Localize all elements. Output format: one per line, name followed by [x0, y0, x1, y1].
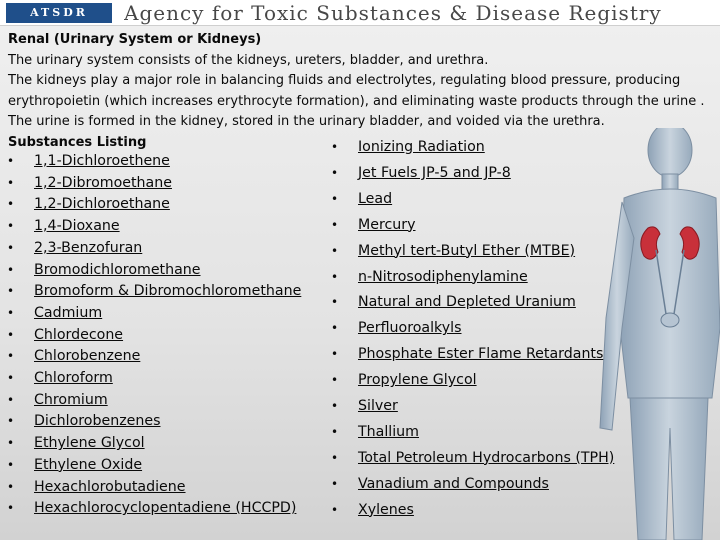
substance-list-item — [7, 433, 301, 455]
substance-link[interactable]: Vanadium and Compounds — [358, 475, 549, 492]
bullet-icon: • — [7, 240, 15, 255]
bullet-icon: • — [7, 175, 15, 190]
substances-list-right — [331, 135, 615, 524]
substance-link[interactable]: Bromoform & Dibromochloromethane — [34, 283, 302, 300]
substance-link[interactable]: Chloroform — [34, 370, 113, 387]
bullet-icon: • — [331, 424, 339, 439]
bullet-icon: • — [7, 219, 15, 234]
substance-list-item — [7, 173, 301, 195]
bullet-icon: • — [331, 450, 339, 465]
substance-link[interactable]: 1,2-Dichloroethane — [34, 196, 170, 213]
substance-link[interactable]: 1,4-Dioxane — [34, 218, 120, 235]
intro-line: The urinary system consists of the kidneys, ureters, bladder, and urethra. — [8, 52, 489, 68]
substance-list-item — [331, 135, 614, 161]
substance-link[interactable]: Silver — [358, 398, 398, 415]
bullet-icon: • — [331, 140, 339, 154]
bullet-icon: • — [7, 154, 15, 168]
substance-link[interactable]: 1,2-Dibromoethane — [34, 174, 172, 191]
substance-list-item — [331, 472, 614, 498]
substance-link[interactable]: Total Petroleum Hydrocarbons (TPH) — [358, 449, 615, 466]
substance-link[interactable]: Hexachlorocyclopentadiene (HCCPD) — [34, 500, 297, 517]
substance-link[interactable]: Jet Fuels JP-5 and JP-8 — [358, 164, 511, 181]
substance-link[interactable]: Chromium — [34, 391, 108, 408]
substance-list-item — [331, 368, 614, 394]
substance-link[interactable]: Dichlorobenzenes — [34, 413, 161, 430]
substance-list-item — [331, 265, 614, 291]
substance-list-item — [7, 260, 301, 282]
substance-list-item — [331, 394, 614, 420]
bullet-icon: • — [7, 262, 15, 277]
substance-list-item — [7, 216, 301, 238]
substance-list-item — [331, 213, 614, 239]
substance-link[interactable]: Phosphate Ester Flame Retardants — [358, 346, 604, 363]
bullet-icon: • — [331, 321, 339, 336]
bullet-icon: • — [7, 436, 15, 451]
substance-link[interactable]: Hexachlorobutadiene — [34, 478, 186, 495]
substance-list-item — [7, 411, 301, 433]
bullet-icon: • — [331, 399, 339, 414]
substance-list-item — [331, 239, 614, 265]
substance-link[interactable]: Thallium — [358, 423, 419, 440]
bullet-icon: • — [7, 327, 15, 342]
bullet-icon: • — [331, 165, 339, 180]
substance-link[interactable]: Xylenes — [358, 501, 414, 518]
substance-link[interactable]: Lead — [358, 190, 393, 207]
substance-link[interactable]: Chlordecone — [34, 326, 124, 343]
page-title: Renal (Urinary System or Kidneys) — [8, 32, 262, 47]
intro-line: The kidneys play a major role in balancing fluids and electrolytes, regulating blood pressure, producing — [8, 73, 681, 88]
substance-link[interactable]: Cadmium — [34, 304, 103, 321]
substance-list-item — [7, 303, 301, 325]
bullet-icon: • — [7, 371, 15, 386]
substances-listing-label: Substances Listing — [8, 134, 147, 150]
site-banner — [0, 0, 720, 26]
bullet-icon: • — [331, 347, 339, 362]
bullet-icon: • — [331, 269, 339, 284]
substance-link[interactable]: Ionizing Radiation — [358, 139, 485, 155]
human-body-urinary-illustration — [582, 128, 720, 540]
bullet-icon: • — [331, 295, 339, 310]
substance-link[interactable]: 1,1-Dichloroethene — [34, 153, 170, 169]
bullet-icon: • — [7, 479, 15, 494]
intro-line: The urine is formed in the kidney, stored in the urinary bladder, and voided via the urethra. — [8, 114, 605, 129]
bullet-icon: • — [331, 502, 339, 517]
substance-list-item — [331, 290, 614, 316]
substance-list-item — [331, 187, 614, 213]
substance-link[interactable]: n-Nitrosodiphenylamine — [358, 268, 528, 285]
substance-link[interactable]: Propylene Glycol — [358, 372, 477, 389]
substance-link[interactable]: Mercury — [358, 216, 416, 233]
substance-list-item — [7, 346, 301, 368]
substance-list-item — [7, 238, 301, 260]
bullet-icon: • — [7, 349, 15, 364]
substance-list-item — [7, 368, 301, 390]
bullet-icon: • — [331, 373, 339, 388]
substance-list-item — [7, 281, 302, 303]
atsdr-logo[interactable]: ATSDR — [6, 3, 112, 23]
substance-list-item — [331, 161, 614, 187]
bullet-icon: • — [7, 457, 15, 472]
bullet-icon: • — [7, 501, 15, 516]
substance-list-item — [7, 477, 301, 499]
substance-list-item — [7, 325, 301, 347]
substance-list-item — [331, 342, 614, 368]
substance-link[interactable]: Ethylene Glycol — [34, 435, 145, 452]
bullet-icon: • — [7, 305, 15, 320]
substances-list-left — [7, 151, 302, 520]
substance-list-item — [331, 420, 614, 446]
body-silhouette — [600, 128, 720, 540]
substance-link[interactable]: Natural and Depleted Uranium — [358, 294, 576, 311]
bladder-icon — [661, 313, 679, 327]
bullet-icon: • — [331, 243, 339, 258]
substance-link[interactable]: 2,3-Benzofuran — [34, 239, 143, 256]
substance-list-item — [7, 390, 301, 412]
bullet-icon: • — [7, 284, 15, 299]
substance-list-item — [7, 455, 301, 477]
bullet-icon: • — [7, 197, 15, 212]
bullet-icon: • — [7, 392, 15, 407]
bullet-icon: • — [7, 414, 15, 429]
bullet-icon: • — [331, 476, 339, 491]
substance-link[interactable]: Perfluoroalkyls — [358, 320, 462, 337]
substance-link[interactable]: Bromodichloromethane — [34, 261, 201, 278]
substance-link[interactable]: Ethylene Oxide — [34, 456, 143, 473]
substance-list-item — [331, 446, 615, 472]
intro-line: erythropoietin (which increases erythrocyte formation), and eliminating waste products through the urine . — [8, 93, 705, 109]
banner-title: Agency for Toxic Substances & Disease Registry — [124, 0, 662, 25]
substance-list-item — [7, 151, 301, 173]
bullet-icon: • — [331, 191, 339, 206]
substance-link[interactable]: Methyl tert-Butyl Ether (MTBE) — [358, 242, 576, 259]
substance-list-item — [331, 498, 614, 524]
substance-list-item — [7, 498, 301, 520]
substance-list-item — [7, 194, 301, 216]
substance-link[interactable]: Chlorobenzene — [34, 348, 141, 365]
bullet-icon: • — [331, 217, 339, 232]
substance-list-item — [331, 316, 614, 342]
